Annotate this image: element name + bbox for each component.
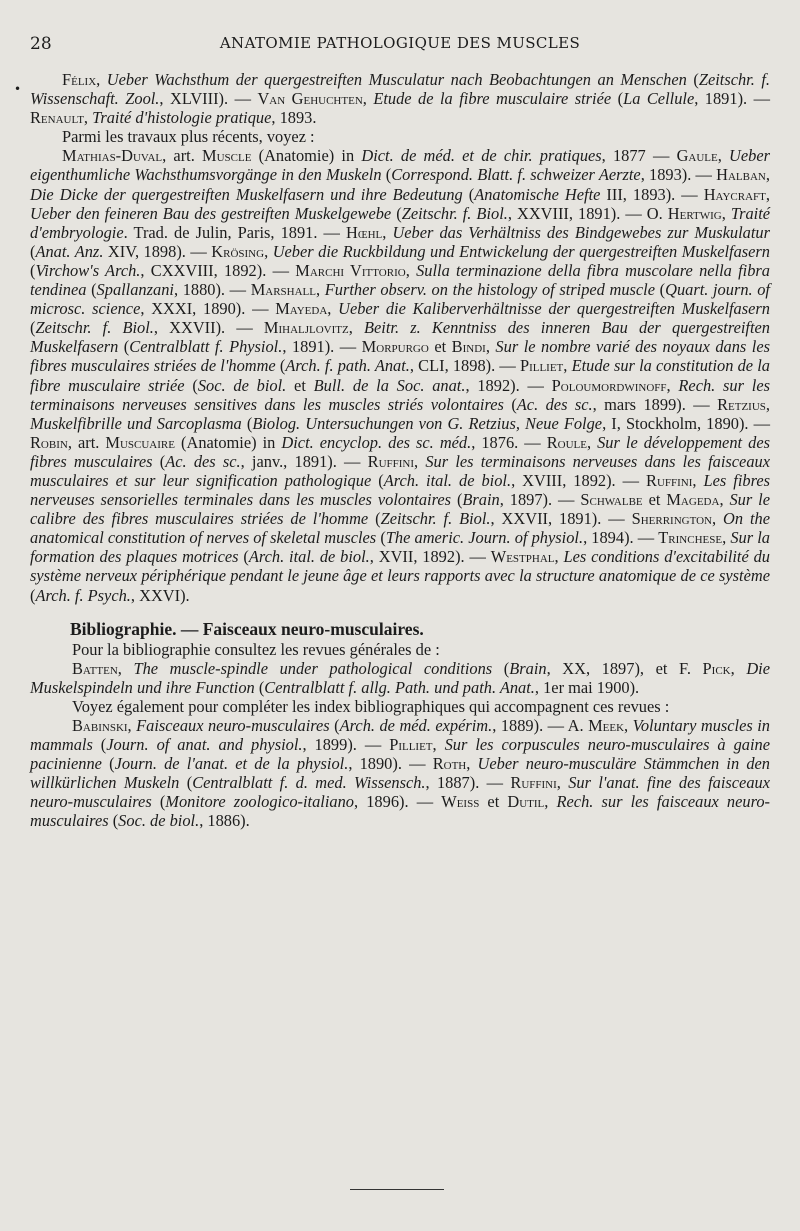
work-title: Ueber Wachsthum der quergestreiften Musculatur nach Beobachtungen an Menschen xyxy=(106,70,687,89)
author-name: Retzius xyxy=(717,394,766,414)
work-title: Die Dicke der quergestreiften Muskelfasern und ihre Bedeutung xyxy=(30,184,463,204)
citation-text: Parmi les travaux plus récents, voyez : xyxy=(62,127,315,147)
work-title: Arch. ital. de biol. xyxy=(248,547,370,567)
work-title: La Cellule xyxy=(623,89,695,109)
author-name: Gaule xyxy=(676,146,718,166)
author-name: Muscle xyxy=(202,146,252,166)
work-title: Die Muskelspindeln und ihre Function xyxy=(30,658,770,697)
citation-text: ( xyxy=(151,792,166,812)
work-title: Monitore zoologico-italiano xyxy=(165,792,355,812)
author-name: Ruffini xyxy=(646,470,693,490)
author-name: Félix xyxy=(62,70,97,89)
citation-text: , xyxy=(719,490,730,510)
author-name: Mageda xyxy=(666,490,720,510)
citation-text: ( xyxy=(371,470,384,490)
citation-text: ( xyxy=(86,280,97,300)
bibliography-paragraph xyxy=(30,127,770,146)
citation-text: , 1899). — xyxy=(302,735,390,755)
work-title: Zeitschr. f. Biol. xyxy=(401,203,508,223)
work-title: Arch. ital. de biol. xyxy=(383,470,512,490)
work-title: Virchow's Arch. xyxy=(35,260,141,280)
citation-text: , art. xyxy=(67,432,106,452)
citation-text: , XLVIII). — xyxy=(159,89,258,109)
citation-text: ( xyxy=(655,280,666,300)
author-name: Halban xyxy=(716,165,766,185)
work-title: Ueber neuro-musculäre Stämmchen in den willkürlichen Muskeln xyxy=(30,754,770,793)
work-title: Sulla terminazione della fibra muscolare nella fibra tendinea xyxy=(30,260,771,300)
author-name: Muscuaire xyxy=(105,432,175,452)
citation-text: ( xyxy=(30,260,36,280)
citation-text: , CXXVIII, 1892). — xyxy=(140,260,296,280)
page-header xyxy=(0,34,800,58)
work-title: Dict. de méd. et de chir. pratiques xyxy=(361,146,602,166)
citation-text: , 1887). — xyxy=(425,773,511,793)
citation-text: ( xyxy=(376,528,386,548)
work-title: Sur l'anat. fine des faisceaux neuro-musculaires xyxy=(30,773,771,812)
citation-text: , janv., 1891). — xyxy=(240,451,368,471)
bibliography-faisceaux xyxy=(30,640,770,831)
citation-text: , xyxy=(96,70,107,89)
citation-text: , XVII, 1892). — xyxy=(369,547,491,567)
work-title: Zeitschr. f. Biol. xyxy=(35,318,154,338)
citation-text: et xyxy=(428,337,452,357)
citation-text: ( xyxy=(30,318,36,338)
citation-text: , mars 1899). — xyxy=(592,394,718,414)
citation-text: , XXVI). xyxy=(130,585,190,605)
work-title: Ueber den feineren Bau des gestreiften Muskelgewebe xyxy=(30,203,392,223)
work-title: Sur le développement des fibres musculaires xyxy=(30,432,770,471)
author-name: Sherrington xyxy=(631,509,712,529)
author-name: Weiss xyxy=(441,792,480,812)
citation-text: , xyxy=(666,375,679,395)
author-name: Pilliet xyxy=(389,735,433,755)
citation-text: , xyxy=(765,184,770,204)
work-title: Zeitschr. f. Wissenschaft. Zool. xyxy=(30,70,770,109)
citation-text: ( xyxy=(108,811,119,831)
work-title: Journ. de l'anat. et de la physiol. xyxy=(114,754,349,774)
page-body xyxy=(30,70,770,831)
citation-text: , 1880). — xyxy=(173,280,251,300)
citation-text: , xyxy=(721,203,731,223)
citation-text: , XXVII, 1891). — xyxy=(490,509,632,529)
work-title: Sur le calibre des fibres musculaires striées de l'homme xyxy=(30,490,770,529)
author-name: Meek xyxy=(588,716,625,735)
author-name: Robin xyxy=(30,432,68,452)
citation-text: ( xyxy=(391,203,402,223)
citation-text: , xyxy=(692,470,704,490)
citation-text: ( xyxy=(184,375,198,395)
author-name: Schwalbe xyxy=(580,490,643,510)
citation-text: , xyxy=(765,394,771,414)
citation-text: , I, Stockholm, 1890). — xyxy=(602,413,771,433)
author-name: Dutil xyxy=(507,792,545,812)
author-name: Roule xyxy=(546,432,587,452)
citation-text: , xyxy=(722,528,731,548)
bibliography-paragraph xyxy=(30,70,770,127)
work-title: Arch. de méd. expérim. xyxy=(339,716,493,735)
work-title: Soc. de biol. xyxy=(197,375,287,395)
work-title: Traité d'histologie pratique xyxy=(92,108,272,128)
citation-text: , xyxy=(544,792,557,812)
margin-bullet: • xyxy=(14,82,22,96)
citation-text: , art. xyxy=(162,146,203,166)
author-name: Haycraft xyxy=(703,184,766,204)
work-title: Muskelfibrille und Sarcoplasma xyxy=(30,413,242,433)
author-name: Marchi Vittorio xyxy=(295,260,406,280)
citation-text: XIV, 1898). — xyxy=(103,241,212,261)
citation-text: , xyxy=(127,716,137,735)
bibliography-muscles xyxy=(30,70,770,605)
section-label: Bibliographie. xyxy=(70,618,177,639)
citation-text: , CLI, 1898). — xyxy=(409,356,520,376)
citation-text: ( xyxy=(451,490,463,510)
citation-text: , 1897). — xyxy=(499,490,581,510)
work-title: Anatomische Hefte xyxy=(474,184,601,204)
work-title: Arch. f. Psych. xyxy=(35,585,131,605)
citation-text: ( xyxy=(368,509,381,529)
author-name: Roth xyxy=(432,754,467,774)
bibliography-paragraph xyxy=(30,716,770,831)
work-title: Further observ. on the histology of striped muscle xyxy=(324,280,656,300)
work-title: Centralblatt f. allg. Path. und path. Anat. xyxy=(264,677,535,697)
page-number: 28 xyxy=(30,34,52,54)
work-title: Voluntary muscles in mammals xyxy=(30,716,770,755)
work-title: Traité d'embryologie xyxy=(30,203,771,242)
work-title: Ueber die Ruckbildung und Entwickelung der quergestreiften Muskelfasern xyxy=(272,241,771,261)
citation-text: ( xyxy=(101,754,115,774)
author-name: Westphal xyxy=(490,547,555,567)
citation-text: ( xyxy=(179,773,193,793)
work-title: The muscle-spindle under pathological conditions xyxy=(133,658,493,678)
citation-text: , xyxy=(83,108,93,128)
work-title: Dict. encyclop. des sc. méd. xyxy=(281,432,472,452)
citation-text: , xyxy=(466,754,478,774)
author-name: Mayeda xyxy=(275,299,328,319)
citation-text: (Anatomie) in xyxy=(174,432,282,452)
citation-text: , 1894). — xyxy=(583,528,659,548)
citation-text: ( xyxy=(238,547,249,567)
citation-text: , xyxy=(556,773,569,793)
work-title: Centralblatt f. d. med. Wissensch. xyxy=(192,773,426,793)
author-name: Batten xyxy=(72,658,118,678)
author-name: Ruffini xyxy=(367,451,415,471)
section-title: — Faisceaux neuro-musculaires. xyxy=(180,618,424,639)
work-title: Sur la formation des plaques motrices xyxy=(30,528,770,567)
citation-text: . Trad. de Julin, Paris, 1891. — xyxy=(123,222,346,242)
citation-text: , 1877 — xyxy=(601,146,677,166)
section-heading xyxy=(30,619,770,640)
bibliography-paragraph xyxy=(30,640,770,659)
author-name: Renault xyxy=(30,108,84,128)
citation-text: , XXVIII, 1891). — O. xyxy=(507,203,668,223)
citation-text: ( xyxy=(152,451,166,471)
author-name: Hertwig xyxy=(667,203,722,223)
work-title: Ac. des sc. xyxy=(516,394,593,414)
running-title: ANATOMIE PATHOLOGIQUE DES MUSCLES xyxy=(219,34,581,52)
author-name: Poloumordwinoff xyxy=(551,375,667,395)
bibliography-paragraph xyxy=(30,146,770,604)
work-title: Zeitschr. f. Biol. xyxy=(380,509,491,529)
work-title: On the anatomical constitution of nerves of skeletal muscles xyxy=(30,509,771,548)
citation-text: Voyez également pour compléter les index bibliographiques qui accompagnent ces revues : xyxy=(72,696,670,716)
citation-text: , 1889). — A. xyxy=(492,716,589,735)
citation-text: ( xyxy=(611,89,624,109)
footer-rule xyxy=(350,1189,444,1190)
citation-text: Pour la bibliographie consultez les revues générales de : xyxy=(72,639,440,659)
citation-text: , 1891). — xyxy=(694,89,770,109)
author-name: Mathias-Duval xyxy=(62,146,163,166)
citation-text: (Anatomie) in xyxy=(251,146,362,166)
work-title: Ac. des sc. xyxy=(165,451,241,471)
author-name: Trinchese xyxy=(658,528,723,548)
citation-text: ( xyxy=(92,735,107,755)
citation-text: et xyxy=(642,490,667,510)
citation-text: , XVIII, 1892). — xyxy=(511,470,647,490)
citation-text: et xyxy=(286,375,314,395)
work-title: Arch. f. path. Anat. xyxy=(285,356,410,376)
citation-text: , 1891). — xyxy=(282,337,362,357)
work-title: Beitr. z. Kenntniss des inneren Bau der quergestreiften Muskelfasern xyxy=(30,318,771,357)
citation-text: , 1892). — xyxy=(465,375,552,395)
citation-text: , xyxy=(414,451,426,471)
citation-text: , 1890). — xyxy=(348,754,433,774)
work-title: Faisceaux neuro-musculaires xyxy=(136,716,330,735)
citation-text: III, 1893). — xyxy=(600,184,704,204)
author-name: Ruffini xyxy=(510,773,557,793)
citation-text: , xyxy=(264,241,273,261)
citation-text: , 1893. xyxy=(271,108,317,128)
bibliography-paragraph xyxy=(30,697,770,716)
work-title: Les conditions d'excitabilité du système nerveux périphérique pendant le jeune âge et leurs rapports avec la structure anatomique de ce système xyxy=(30,547,771,586)
citation-text: , xyxy=(554,547,564,567)
work-title: Centralblatt f. Physiol. xyxy=(129,337,283,357)
citation-text: ( xyxy=(462,184,475,204)
work-title: Sur les corpuscules neuro-musculaires à gaine pacinienne xyxy=(30,735,770,774)
citation-text: , xyxy=(730,658,747,678)
work-title: Anat. Anz. xyxy=(35,241,104,261)
work-title: Sur le nombre varié des noyaux dans les fibres musculaires striées de l'homme xyxy=(30,337,771,376)
author-name: Marshall xyxy=(250,280,316,300)
citation-text: , xyxy=(765,165,770,185)
work-title: Journ. of anat. and physiol. xyxy=(106,735,303,755)
work-title: Brain xyxy=(462,490,500,510)
work-title: Etude sur la constitution de la fibre musculaire striée xyxy=(30,356,771,395)
citation-text: , 1876. — xyxy=(471,432,547,452)
citation-text: ( xyxy=(503,394,517,414)
citation-text: , xyxy=(717,146,730,166)
citation-text: et xyxy=(479,792,508,812)
work-title: Ueber eigenthumliche Wachsthumsvorgänge in den Muskeln xyxy=(30,146,771,185)
work-title: Etude de la fibre musculaire striée xyxy=(373,89,612,109)
citation-text: , xyxy=(432,735,445,755)
citation-text: , xyxy=(117,658,134,678)
author-name: Morpurgo xyxy=(361,337,429,357)
work-title: Correspond. Blatt. f. schweizer Aerzte xyxy=(391,165,641,185)
work-title: Brain xyxy=(509,658,547,678)
citation-text: , xyxy=(563,356,572,376)
work-title: Soc. de biol. xyxy=(118,811,200,831)
citation-text: , xyxy=(405,260,417,280)
citation-text: , xyxy=(586,432,598,452)
citation-text: , 1886). xyxy=(199,811,250,831)
author-name: Bindi xyxy=(451,337,486,357)
citation-text: ( xyxy=(30,241,36,261)
citation-text: ( xyxy=(30,585,36,605)
work-title: Les fibres nerveuses sensorielles terminales dans les muscles volontaires xyxy=(30,470,771,510)
author-name: Pilliet xyxy=(519,356,564,376)
citation-text: , xyxy=(624,716,633,735)
work-title: Quart. journ. of microsc. science xyxy=(30,280,770,319)
work-title: Ueber die Kaliberverhältnisse der quergestreiften Muskelfasern xyxy=(338,299,770,319)
citation-text: ( xyxy=(492,658,510,678)
citation-text: ( xyxy=(275,356,286,376)
author-name: Van Gehuchten xyxy=(257,89,363,109)
work-title: Biolog. Untersuchungen von G. Retzius, Neue Folge xyxy=(252,413,603,433)
citation-text: , 1896). — xyxy=(354,792,442,812)
citation-text: , XXXI, 1890). — xyxy=(140,299,276,319)
citation-text: , xyxy=(348,318,365,338)
citation-text: ( xyxy=(241,413,253,433)
bibliography-paragraph xyxy=(30,659,770,697)
citation-text: , xyxy=(316,280,325,300)
citation-text: , 1er mai 1900). xyxy=(534,677,640,697)
author-name: Krösing xyxy=(211,241,265,261)
citation-text: ( xyxy=(686,70,699,89)
work-title: Rech. sur les terminaisons nerveuses sensitives dans les muscles striés volontaires xyxy=(30,375,771,414)
citation-text: , XXVII). — xyxy=(153,318,264,338)
work-title: Rech. sur les faisceaux neuro-musculaires xyxy=(30,792,771,831)
citation-text: , xyxy=(485,337,496,357)
citation-text: , xyxy=(362,89,374,109)
citation-text: , XX, 1897), et F. xyxy=(546,658,703,678)
author-name: Pick xyxy=(702,658,731,678)
citation-text: ( xyxy=(381,165,392,185)
work-title: Spallanzani xyxy=(96,280,174,300)
citation-text: ( xyxy=(118,337,130,357)
citation-text: , xyxy=(712,509,724,529)
author-name: Babinski xyxy=(72,716,128,735)
citation-text: ( xyxy=(329,716,340,735)
citation-text: ( xyxy=(254,677,265,697)
work-title: Sur les terminaisons nerveuses dans les faisceaux musculaires et sur leur signification pathologique xyxy=(30,451,770,490)
work-title: The americ. Journ. of physiol. xyxy=(385,528,584,548)
citation-text: , xyxy=(327,299,339,319)
citation-text: , 1893). — xyxy=(640,165,717,185)
work-title: Ueber das Verhältniss des Bindgewebes zur Muskulatur xyxy=(392,222,770,242)
citation-text: , xyxy=(382,222,393,242)
author-name: Mihaljlovitz xyxy=(263,318,349,338)
author-name: Hœhl xyxy=(345,222,383,242)
work-title: Bull. de la Soc. anat. xyxy=(313,375,466,395)
